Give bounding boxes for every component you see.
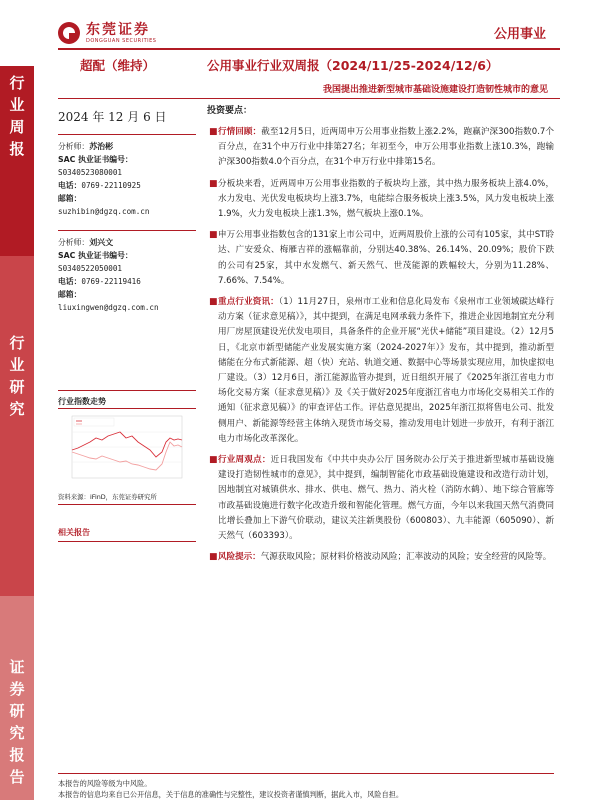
highlight-text: 近日我国发布《中共中央办公厅 国务院办公厅关于推进新型城市基础设施建设打造韧性城市的意见》，其中提到，编制智能化市政基础设施建设和改造行动计划，因地制宜对城镇供水、排水、供电、燃气、热力、消火栓（消防水鹤）、地下综合管廊等市政基础设施进行数字化改造升级和智能化管理。燃气方面，今年以来我国天然气消费同比增长叠加上下游气价联动，建议关注新奥股份（600803）、九丰能源（605090）、新天然气（603393）。	[218, 455, 554, 542]
investment-highlights	[207, 103, 554, 571]
related-reports-heading: 相关报告	[58, 528, 90, 537]
logo-name-en: DONGGUAN SECURITIES	[86, 37, 157, 44]
sidebar-block-weekly: 行 业 周 报	[0, 66, 34, 256]
analyst-name: 苏治彬	[89, 142, 114, 151]
highlight-body	[218, 550, 554, 565]
logo-mark-icon	[58, 22, 80, 44]
tel-label: 电话：	[58, 181, 82, 190]
index-trend-chart	[58, 412, 186, 490]
chart-source: 资料来源：iFinD，东莞证券研究所	[58, 493, 157, 501]
chart-top-divider	[58, 390, 196, 391]
related-divider	[58, 541, 196, 542]
tel-label: 电话：	[58, 277, 82, 286]
highlight-section	[207, 125, 554, 171]
bullet-icon: ■	[209, 230, 218, 241]
title-divider	[58, 98, 560, 99]
highlight-key: 行情回顾：	[218, 127, 262, 137]
analyst-name: 刘兴文	[89, 238, 114, 247]
highlight-body	[218, 125, 554, 171]
email-label: 邮箱：	[58, 194, 82, 203]
analyst-label: 分析师：	[58, 238, 90, 247]
highlight-section	[207, 177, 554, 223]
analyst-divider	[58, 230, 196, 231]
footer-disclaimer: 本报告的信息均来自已公开信息，关于信息的准确性与完整性，建议投资者谨慎判断，据此入市，风险自担。	[58, 790, 404, 799]
highlight-section	[207, 453, 554, 544]
report-title: 公用事业行业双周报（2024/11/25-2024/12/6）	[207, 58, 499, 73]
tel-number: 0769-22110925	[81, 181, 141, 190]
highlight-key: 行业周观点：	[218, 455, 271, 466]
highlight-key: 重点行业资讯：	[218, 297, 279, 308]
highlight-body	[218, 228, 554, 289]
footer-risk-level: 本报告的风险等级为中风险。	[58, 779, 152, 788]
sector-label: 公用事业	[493, 27, 546, 42]
investment-label: 投资要点：	[207, 106, 253, 116]
footer-divider	[58, 773, 554, 774]
header-divider	[58, 48, 560, 50]
bullet-icon: ■	[209, 178, 218, 189]
highlight-body	[218, 177, 554, 223]
bullet-icon: ■	[209, 297, 218, 308]
highlight-section	[207, 550, 554, 565]
footer	[58, 773, 554, 800]
bullet-icon: ■	[209, 127, 218, 137]
chart-bottom-divider	[58, 504, 196, 505]
highlight-body	[218, 295, 554, 447]
analyst-card	[58, 130, 196, 218]
highlight-body	[218, 453, 554, 544]
tel-number: 0769-22119416	[81, 277, 141, 286]
analyst-label: 分析师：	[58, 142, 90, 151]
highlight-section	[207, 228, 554, 289]
company-logo	[58, 22, 156, 44]
chart-legend	[74, 418, 114, 426]
highlight-text: 分板块来看，近两周申万公用事业指数的子板块均上涨，其中热力服务板块上涨4.0%，水力发电、光伏发电板块均上涨3.7%，电能综合服务板块上涨3.5%，风力发电板块上涨1.9%，火力发电板块上涨1.3%，燃气板块上涨0.1%。	[218, 178, 554, 220]
sac-number: S0340523080001	[58, 168, 123, 177]
sac-label: SAC 执业证书编号：	[58, 251, 133, 260]
highlight-text: 截至12月5日，近两周申万公用事业指数上涨2.2%，跑赢沪深300指数0.7个百分点，在31个申万行业中排第27名；年初至今，申万公用事业指数上涨10.3%，跑输沪深300指数4.0个百分点，在31个申万行业中排第15名。	[218, 127, 555, 168]
bullet-icon: ■	[209, 552, 218, 563]
email-address: liuxingwen@dgzq.com.cn	[58, 303, 159, 312]
highlight-text: （1）11月27日，泉州市工业和信息化局发布《泉州市工业领域碳达峰行动方案（征求意见稿）》，其中提到，在满足电网承载力条件下，推进企业因地制宜充分利用厂房屋顶建设光伏发电项目，具备条件的企业开展“光伏+储能”项目建设。（2）12月5日，《北京市新型储能产业发展实施方案（2024-2027年）》发布，其中提到，推动新型储能在分布式新能源、超（快）充站、轨道交通、数据中心等场景实现应用，加快虚拟电厂建设。（3）12月6日，浙江能源监管办提到，近日组织开展了《2025年浙江省电力市场化交易方案（征求意见稿）》及《关于做好2025年度浙江省电力市场化交易相关工作的通知（征求意见稿）》的审查评估工作。评估意见提出，2025年浙江拟将售电公司、批发侧用户、新能源等经营主体纳入现货市场交易，推动发用电计划进一步放开，有利于浙江电力市场化改革深化。	[218, 297, 554, 444]
highlight-key: 风险提示：	[218, 552, 261, 563]
email-label: 邮箱：	[58, 290, 82, 299]
bullet-icon: ■	[209, 455, 218, 466]
highlight-section	[207, 295, 554, 447]
highlight-text: 申万公用事业指数包含的131家上市公司中，近两周股价上涨的公司有105家，其中ST聆达、广安爱众、梅雁吉祥的涨幅靠前，分别达40.38%、26.14%、20.09%；股价下跌的公司有25家，其中水发燃气、新天然气、世茂能源的跌幅较大，分别为11.28%、7.66%、7.54%。	[218, 230, 554, 286]
sidebar	[0, 66, 34, 800]
report-date: 2024 年 12 月 6 日	[58, 110, 167, 124]
sac-number: S0340522050001	[58, 264, 123, 273]
sidebar-block-report: 证 券 研 究 报 告	[0, 596, 34, 800]
sac-label: SAC 执业证书编号：	[58, 155, 133, 164]
rating: 超配（维持）	[80, 58, 156, 73]
report-subtitle: 我国提出推进新型城市基础设施建设打造韧性城市的意见	[322, 85, 548, 95]
email-address: suzhibin@dgzq.com.cn	[58, 207, 150, 216]
hs300-series-line	[72, 442, 182, 470]
highlight-text: 气源获取风险；原材料价格波动风险；汇率波动的风险；安全经营的风险等。	[260, 552, 552, 563]
analyst-divider	[58, 134, 196, 135]
analyst-card	[58, 226, 196, 314]
chart-title-divider	[58, 408, 196, 409]
sidebar-block-industry: 行 业 研 究	[0, 256, 34, 596]
chart-title: 行业指数走势	[58, 397, 106, 406]
logo-name-cn: 东莞证券	[86, 21, 150, 38]
